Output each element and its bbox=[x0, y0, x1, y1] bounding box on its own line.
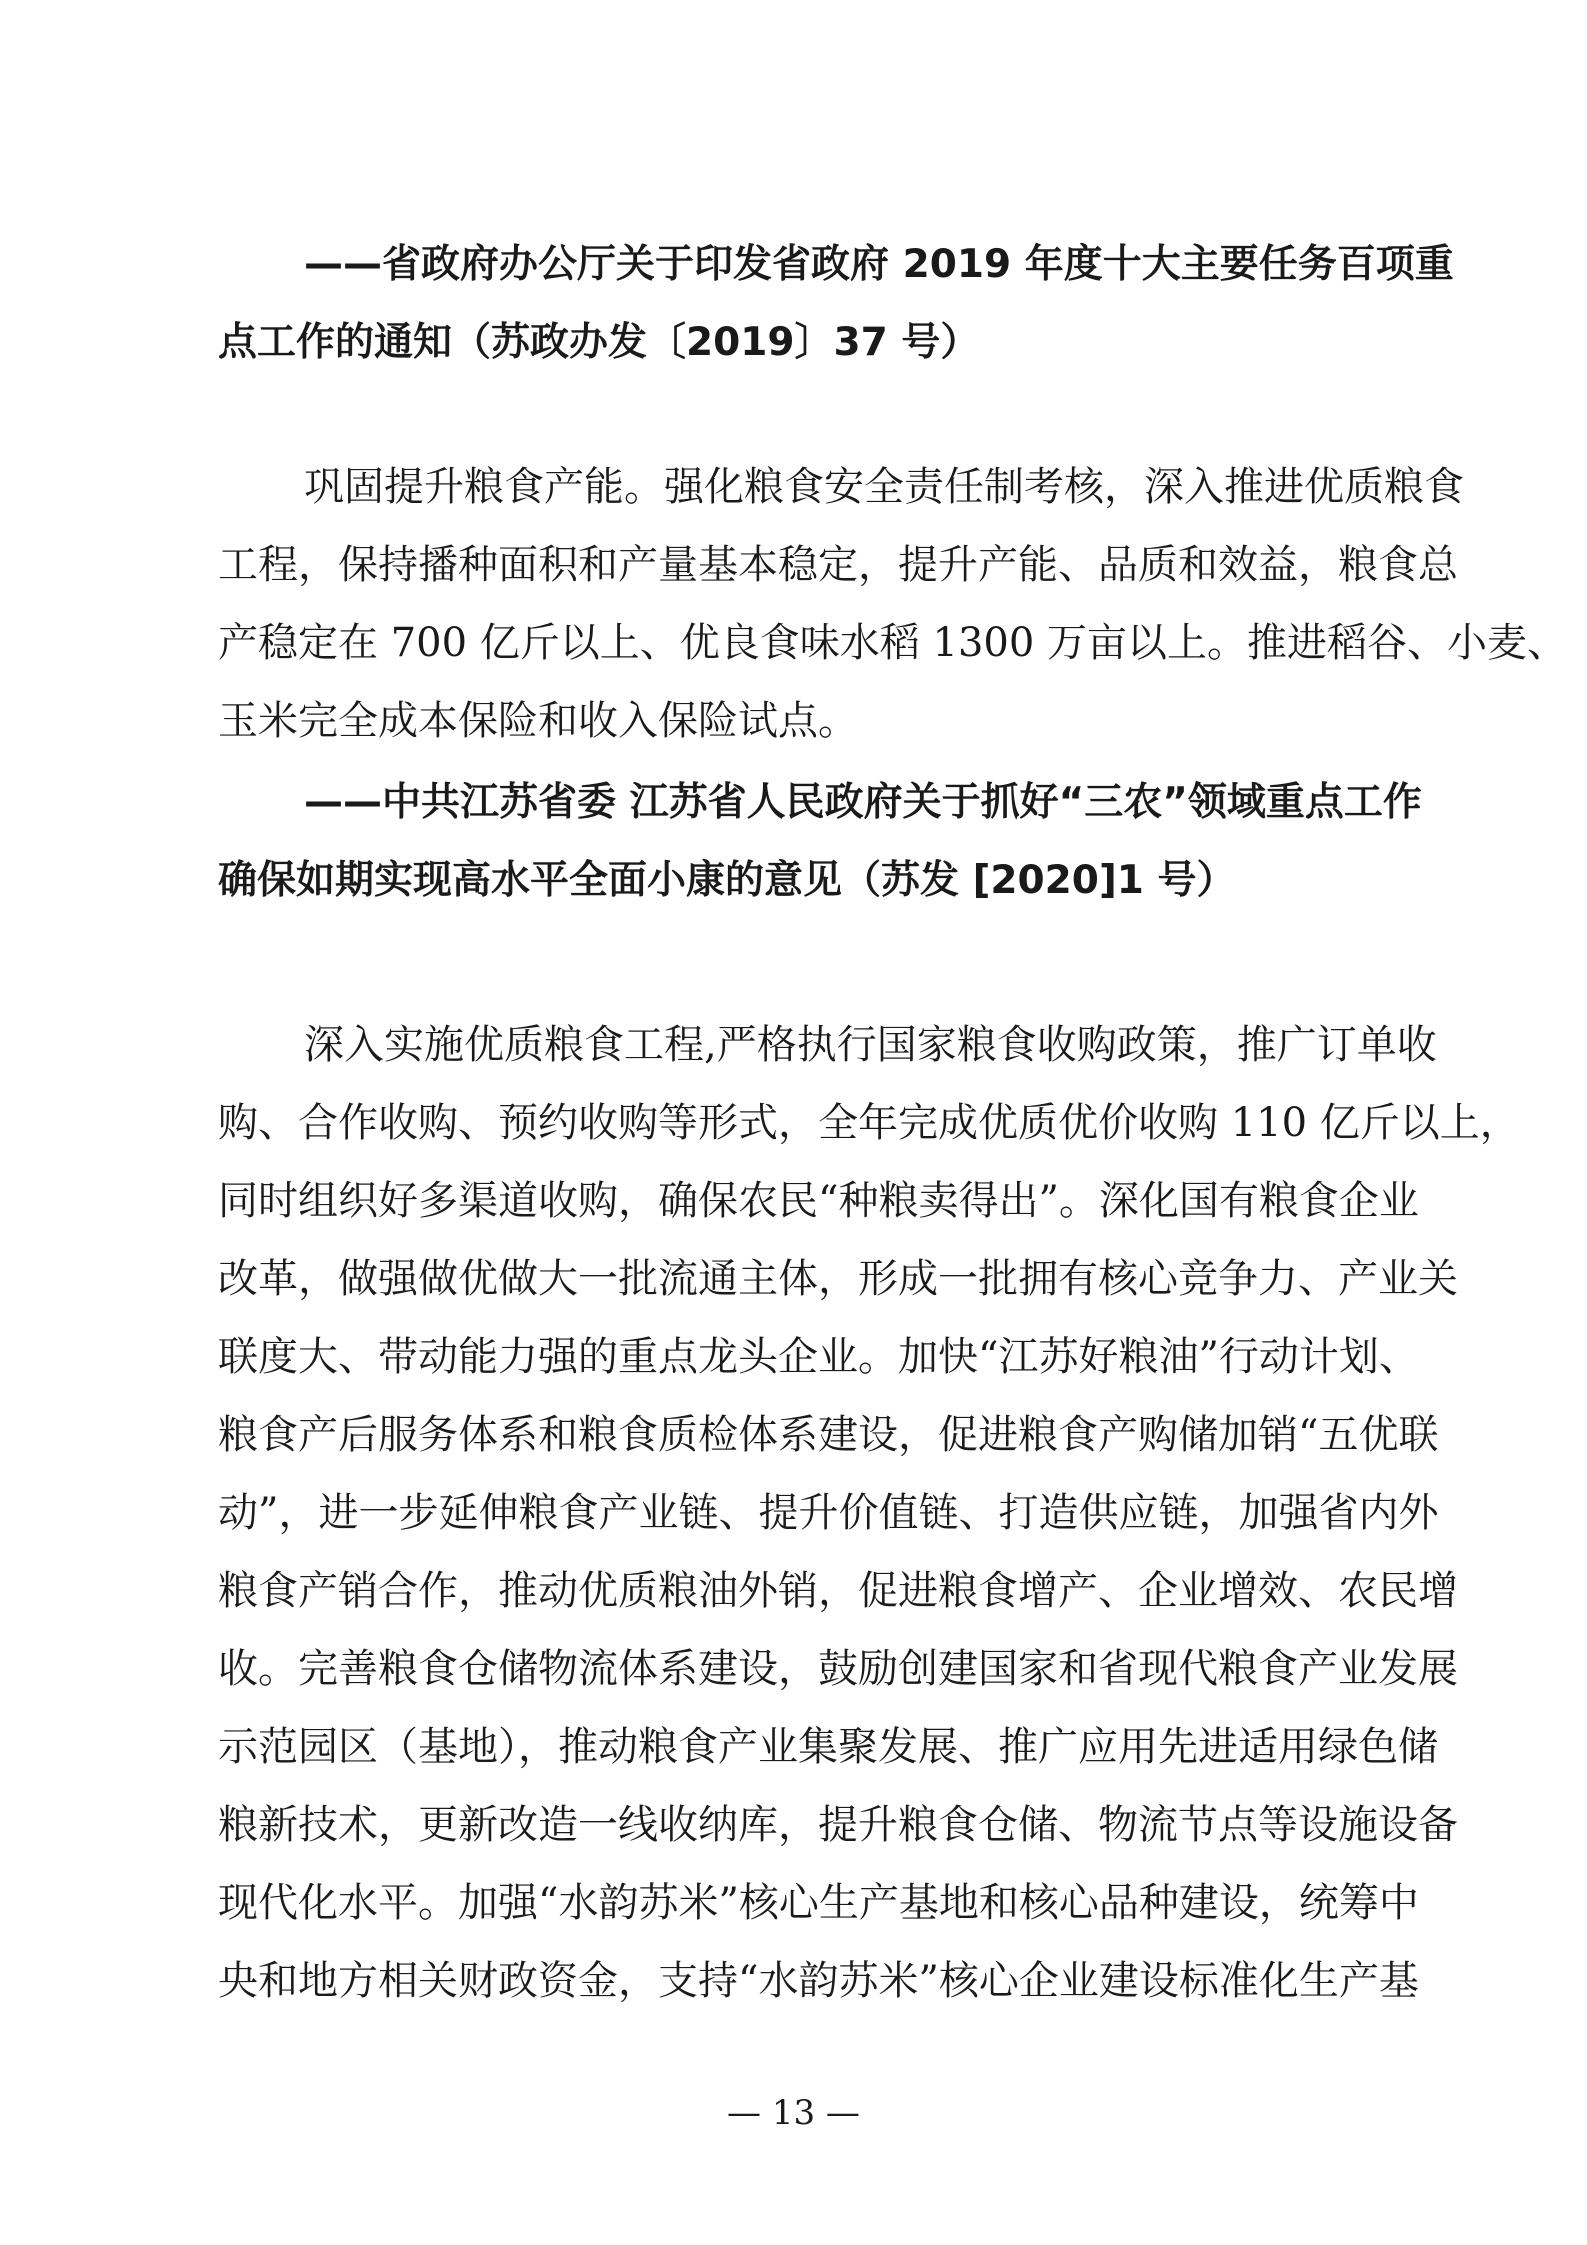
source-1-line-2: 点工作的通知（苏政办发〔2019〕37 号） bbox=[218, 320, 980, 365]
paragraph-grain-capacity bbox=[218, 448, 1568, 760]
paragraph-2-line-6: 粮食产后服务体系和粮食质检体系建设，促进粮食产购储加销“五优联 bbox=[218, 1412, 1439, 1458]
paragraph-2-line-10: 示范园区（基地），推动粮食产业集聚发展、推广应用先进适用绿色储 bbox=[218, 1724, 1438, 1770]
paragraph-2-line-1: 深入实施优质粮食工程,严格执行国家粮食收购政策，推广订单收 bbox=[304, 1022, 1437, 1068]
source-citation-1 bbox=[218, 226, 1454, 382]
paragraph-quality-grain-project bbox=[218, 1006, 1520, 2020]
paragraph-1-line-1: 巩固提升粮食产能。强化粮食安全责任制考核，深入推进优质粮食 bbox=[304, 464, 1464, 510]
paragraph-2-line-4: 改革，做强做优做大一批流通主体，形成一批拥有核心竞争力、产业关 bbox=[218, 1256, 1458, 1302]
paragraph-2-line-3: 同时组织好多渠道收购，确保农民“种粮卖得出”。深化国有粮食企业 bbox=[218, 1178, 1419, 1224]
paragraph-2-line-9: 收。完善粮食仓储物流体系建设，鼓励创建国家和省现代粮食产业发展 bbox=[218, 1646, 1458, 1692]
source-2-line-2: 确保如期实现高水平全面小康的意见（苏发 [2020]1 号） bbox=[218, 858, 1236, 903]
paragraph-2-line-7: 动”，进一步延伸粮食产业链、提升价值链、打造供应链，加强省内外 bbox=[218, 1490, 1439, 1536]
paragraph-1-line-2: 工程，保持播种面积和产量基本稳定，提升产能、品质和效益，粮食总 bbox=[218, 542, 1458, 588]
paragraph-1-line-4: 玉米完全成本保险和收入保险试点。 bbox=[218, 698, 858, 744]
paragraph-2-line-12: 现代化水平。加强“水韵苏米”核心生产基地和核心品种建设，统筹中 bbox=[218, 1880, 1419, 1926]
paragraph-2-line-13: 央和地方相关财政资金，支持“水韵苏米”核心企业建设标准化生产基 bbox=[218, 1958, 1419, 2004]
source-2-line-1: ——中共江苏省委 江苏省人民政府关于抓好“三农”领域重点工作 bbox=[304, 780, 1422, 825]
paragraph-1-line-3: 产稳定在 700 亿斤以上、优良食味水稻 1300 万亩以上。推进稻谷、小麦、 bbox=[218, 620, 1568, 666]
source-citation-2 bbox=[218, 764, 1422, 920]
paragraph-2-line-2: 购、合作收购、预约收购等形式，全年完成优质优价收购 110 亿斤以上， bbox=[218, 1100, 1520, 1146]
source-1-line-1: ——省政府办公厅关于印发省政府 2019 年度十大主要任务百项重 bbox=[304, 242, 1454, 287]
paragraph-2-line-11: 粮新技术，更新改造一线收纳库，提升粮食仓储、物流节点等设施设备 bbox=[218, 1802, 1458, 1848]
paragraph-2-line-8: 粮食产销合作，推动优质粮油外销，促进粮食增产、企业增效、农民增 bbox=[218, 1568, 1458, 1614]
paragraph-2-line-5: 联度大、带动能力强的重点龙头企业。加快“江苏好粮油”行动计划、 bbox=[218, 1334, 1419, 1380]
page-number: — 13 — bbox=[727, 2093, 860, 2133]
